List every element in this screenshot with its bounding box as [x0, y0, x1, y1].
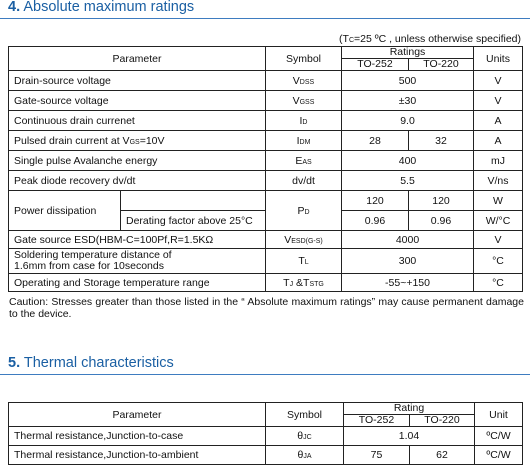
table-header-row [9, 403, 523, 415]
header-symbol: Symbol [266, 403, 344, 427]
value-cell: 500 [342, 71, 474, 91]
unit-cell: A [474, 131, 523, 151]
table-row [9, 249, 523, 274]
unit-cell: W/°C [474, 211, 523, 231]
caution-note: Caution: Stresses greater than those listed in the “ Absolute maximum ratings” may cause permanent damage to the device. [9, 296, 524, 320]
symbol-cell: IDM [266, 131, 342, 151]
section-4-title-text: Absolute maximum ratings [23, 0, 195, 15]
header-to220: TO-220 [409, 59, 474, 71]
param-cell: Thermal resistance,Junction-to-case [9, 427, 266, 446]
unit-cell: A [474, 111, 523, 131]
table-row-power [9, 191, 523, 211]
value-cell: -55~+150 [342, 274, 474, 292]
param-cell: Power dissipation [9, 191, 121, 231]
value-to252-cell: 75 [344, 446, 410, 465]
header-ratings: Ratings [342, 47, 474, 59]
value-to252-cell: 120 [342, 191, 409, 211]
header-to252: TO-252 [342, 59, 409, 71]
param-cell: Thermal resistance,Junction-to-ambient [9, 446, 266, 465]
table-row [9, 91, 523, 111]
symbol-cell: θJA [266, 446, 344, 465]
unit-cell: ºC/W [475, 446, 523, 465]
thermal-characteristics-table [8, 402, 523, 465]
table-row [9, 274, 523, 292]
unit-cell: ºC/W [475, 427, 523, 446]
value-cell: 9.0 [342, 111, 474, 131]
unit-cell: V [474, 71, 523, 91]
value-to220-cell: 62 [410, 446, 475, 465]
section-4-title [8, 0, 194, 15]
section-5-number: 5. [8, 355, 21, 371]
derating-label-cell: Derating factor above 25°C [121, 211, 266, 231]
symbol-cell: VDSS [266, 71, 342, 91]
value-cell: 5.5 [342, 171, 474, 191]
value-cell: 4000 [342, 231, 474, 249]
section-4-rule [0, 18, 530, 19]
section-5-rule [0, 374, 530, 375]
header-to252: TO-252 [344, 415, 410, 427]
unit-cell: mJ [474, 151, 523, 171]
table-row [9, 171, 523, 191]
param-cell: Peak diode recovery dv/dt [9, 171, 266, 191]
symbol-cell: ID [266, 111, 342, 131]
unit-cell: V [474, 231, 523, 249]
header-units: Units [474, 47, 523, 71]
section-5-title-text: Thermal characteristics [23, 355, 174, 371]
table-header-row [9, 47, 523, 59]
value-cell: ±30 [342, 91, 474, 111]
value-cell: 1.04 [344, 427, 475, 446]
value-to220-cell: 32 [409, 131, 474, 151]
unit-cell: °C [474, 249, 523, 274]
param-cell: Gate-source voltage [9, 91, 266, 111]
derate-to252-cell: 0.96 [342, 211, 409, 231]
blank-cell [121, 191, 266, 211]
symbol-cell: EAS [266, 151, 342, 171]
symbol-cell: TJ &TSTG [266, 274, 342, 292]
table-row [9, 446, 523, 465]
derate-to220-cell: 0.96 [409, 211, 474, 231]
table-row [9, 131, 523, 151]
param-cell: Drain-source voltage [9, 71, 266, 91]
table-row [9, 427, 523, 446]
value-to252-cell: 28 [342, 131, 409, 151]
symbol-cell: PD [266, 191, 342, 231]
unit-cell: °C [474, 274, 523, 292]
unit-cell: V [474, 91, 523, 111]
param-cell: Gate source ESD(HBM-C=100Pf,R=1.5KΩ [9, 231, 266, 249]
symbol-cell: VESD(G-S) [266, 231, 342, 249]
param-cell: Pulsed drain current at VGS=10V [9, 131, 266, 151]
unit-cell: V/ns [474, 171, 523, 191]
header-rating: Rating [344, 403, 475, 415]
section-5-title [8, 355, 174, 371]
symbol-cell: dv/dt [266, 171, 342, 191]
symbol-cell: θJC [266, 427, 344, 446]
value-cell: 300 [342, 249, 474, 274]
symbol-cell: TL [266, 249, 342, 274]
symbol-cell: VGSS [266, 91, 342, 111]
header-unit: Unit [475, 403, 523, 427]
table-row [9, 111, 523, 131]
header-parameter: Parameter [9, 47, 266, 71]
table-row [9, 151, 523, 171]
ratings-condition: (TC=25 ºC , unless otherwise specified) [339, 33, 521, 45]
header-symbol: Symbol [266, 47, 342, 71]
absolute-max-ratings-table [8, 46, 523, 292]
value-cell: 400 [342, 151, 474, 171]
value-to220-cell: 120 [409, 191, 474, 211]
header-to220: TO-220 [410, 415, 475, 427]
table-row [9, 231, 523, 249]
param-cell: Single pulse Avalanche energy [9, 151, 266, 171]
param-cell: Continuous drain currenet [9, 111, 266, 131]
unit-cell: W [474, 191, 523, 211]
header-parameter: Parameter [9, 403, 266, 427]
section-4-number: 4. [8, 0, 21, 15]
param-cell: Operating and Storage temperature range [9, 274, 266, 292]
param-cell: Soldering temperature distance of 1.6mm from case for 10seconds [9, 249, 266, 274]
table-row [9, 71, 523, 91]
